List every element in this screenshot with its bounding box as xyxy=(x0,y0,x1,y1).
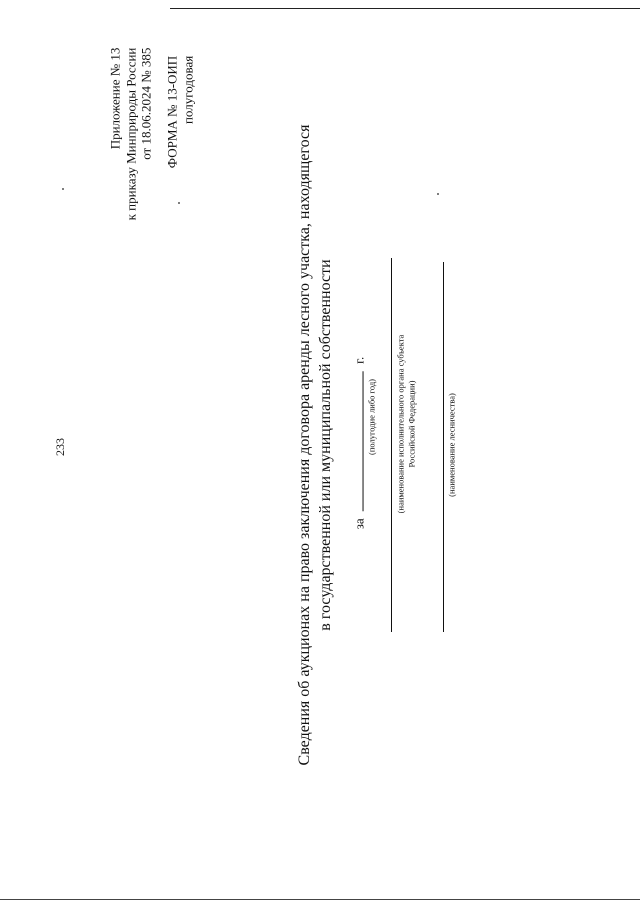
period-prefix: за xyxy=(351,518,367,530)
scan-speck xyxy=(178,202,180,204)
appendix-line-1: Приложение № 13 xyxy=(107,47,123,150)
period-blank xyxy=(351,371,364,511)
scan-speck xyxy=(62,188,64,190)
period-row xyxy=(351,357,368,530)
appendix-block xyxy=(108,48,155,221)
authority-line xyxy=(391,258,392,632)
form-period: полугодовая xyxy=(180,55,195,125)
scan-edge-bottom xyxy=(0,899,640,900)
scan-speck xyxy=(437,193,439,195)
scan-edge-top xyxy=(170,8,640,9)
appendix-line-3: от 18.06.2024 № 385 xyxy=(138,47,154,160)
period-suffix: г. xyxy=(351,356,367,364)
title-line-1: Сведения об аукционах на право заключения договора аренды лесного участка, находящегося xyxy=(296,124,314,766)
forestry-caption: (наименование лесничества) xyxy=(446,393,457,497)
forestry-line xyxy=(443,262,444,632)
form-code: ФОРМА № 13-ОИП xyxy=(164,55,180,169)
authority-caption-line-2: Российской Федерации) xyxy=(406,380,416,468)
page-number: 233 xyxy=(53,438,68,456)
authority-caption xyxy=(395,335,416,514)
appendix-line-2: к приказу Минприроды России xyxy=(123,47,139,221)
form-code-block xyxy=(164,56,195,168)
period-caption: (полугодие либо год) xyxy=(366,379,377,455)
document-title xyxy=(295,125,337,766)
authority-caption-line-1: (наименование исполнительного органа субъекта xyxy=(395,334,406,514)
title-line-2: в государственной или муниципальной собственности xyxy=(317,259,334,631)
